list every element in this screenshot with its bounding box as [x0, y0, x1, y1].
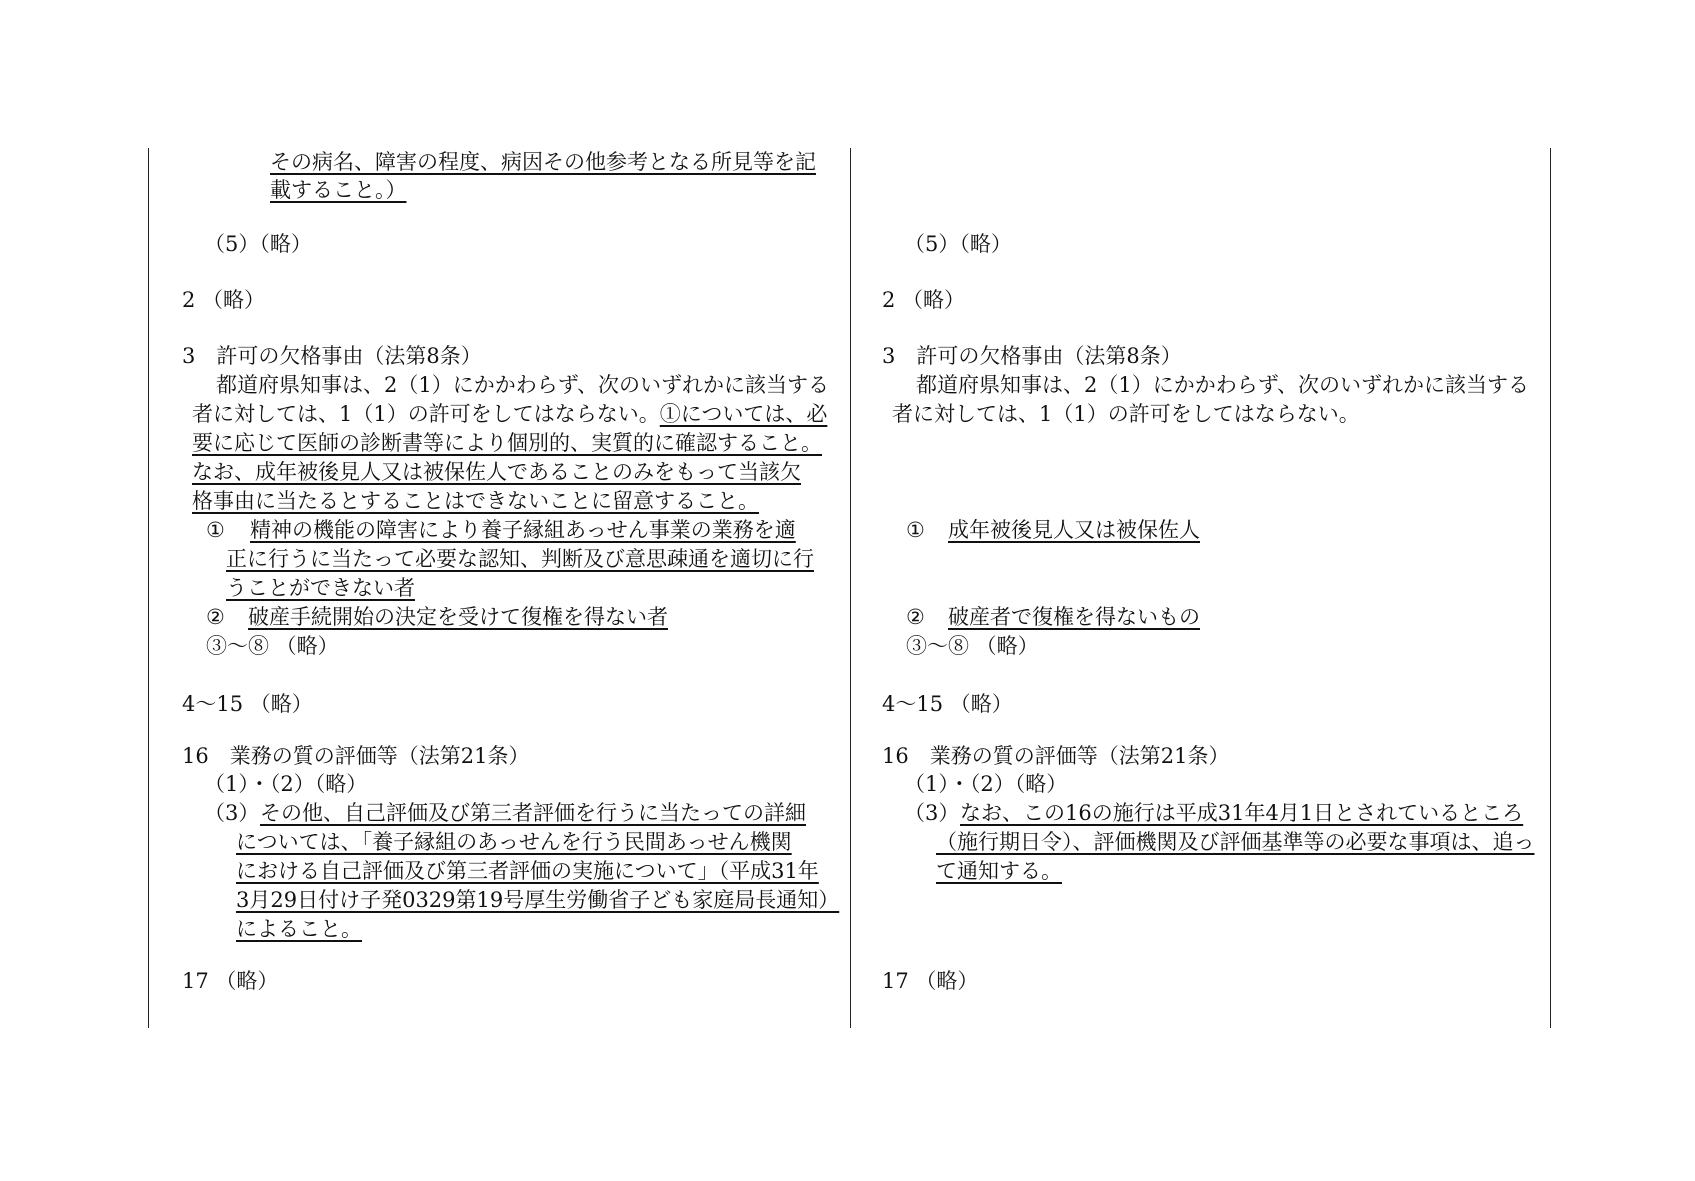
section-3-title: 3 許可の欠格事由（法第8条） [882, 344, 1182, 368]
item-1-line-3: うことができない者 [226, 576, 415, 600]
section-16-item-3-line-4: 3月29日付け子発0329第19号厚生労働省子ども家庭局長通知） [236, 888, 840, 912]
section-16-item-3-line-2: （施行期日令）、評価機関及び評価基準等の必要な事項は、追っ [936, 830, 1535, 854]
section-3-underlined-text: ①については、必 [659, 402, 828, 426]
item-1-line-1: 精神の機能の障害により養子縁組あっせん事業の業務を適 [250, 518, 796, 542]
continuation-line-1: その病名、障害の程度、病因その他参考となる所見等を記 [270, 150, 816, 174]
section-16-item-3-line-1: その他、自己評価及び第三者評価を行うに当たっての詳細 [260, 801, 806, 825]
item-1-number: ① [906, 518, 925, 542]
center-divider-line [850, 148, 851, 1028]
item-1-number: ① [206, 518, 225, 542]
sections-4-15: 4～15 （略） [182, 692, 313, 716]
item-5: （5）（略） [204, 232, 312, 256]
section-16-item-3-line-3: における自己評価及び第三者評価の実施について」（平成31年 [236, 859, 819, 883]
section-16-title: 16 業務の質の評価等（法第21条） [182, 744, 530, 768]
item-1-line-2: 正に行うに当たって必要な認知、判断及び意思疎通を適切に行 [226, 547, 814, 571]
item-2-text: 破産者で復権を得ないもの [948, 605, 1200, 629]
section-3-para-line-3: 要に応じて医師の診断書等により個別的、実質的に確認すること。 [192, 431, 822, 455]
sections-4-15: 4～15 （略） [882, 692, 1013, 716]
item-1-text: 成年被後見人又は被保佐人 [948, 518, 1200, 542]
section-3-para-line-2: 者に対しては、1（1）の許可をしてはならない。 [892, 402, 1360, 426]
item-2-text: 破産手続開始の決定を受けて復権を得ない者 [248, 605, 668, 629]
section-16-item-3-line-2: については、「養子縁組のあっせんを行う民間あっせん機関 [236, 830, 792, 854]
section-17: 17 （略） [182, 969, 279, 993]
items-3-8: ③～⑧ （略） [906, 634, 1039, 658]
section-3-para-line-1: 都道府県知事は、2（1）にかかわらず、次のいずれかに該当する [216, 373, 830, 397]
section-3-plain-text: 者に対しては、1（1）の許可をしてはならない。 [192, 402, 660, 426]
section-16-title: 16 業務の質の評価等（法第21条） [882, 744, 1230, 768]
item-2-number: ② [206, 605, 225, 629]
section-2: 2 （略） [882, 288, 966, 312]
section-16-item-3-line-5: によること。 [236, 917, 362, 941]
section-16-items-1-2: （1）・（2）（略） [204, 772, 368, 796]
items-3-8: ③～⑧ （略） [206, 634, 339, 658]
section-16-item-3-line-3: て通知する。 [936, 859, 1062, 883]
section-16-item-3-number: （3） [904, 801, 960, 825]
item-2-number: ② [906, 605, 925, 629]
section-16-items-1-2: （1）・（2）（略） [904, 772, 1068, 796]
section-3-para-line-5: 格事由に当たるとすることはできないことに留意すること。 [192, 489, 759, 513]
right-border-line [1550, 148, 1551, 1028]
continuation-line-2: 載すること。） [270, 178, 407, 202]
section-3-para-line-4: なお、成年被後見人又は被保佐人であることのみをもって当該欠 [192, 460, 801, 484]
section-16-item-3-line-1: なお、この16の施行は平成31年4月1日とされているところ [960, 801, 1524, 825]
section-3-title: 3 許可の欠格事由（法第8条） [182, 344, 482, 368]
section-17: 17 （略） [882, 969, 979, 993]
item-5: （5）（略） [904, 232, 1012, 256]
section-16-item-3-number: （3） [204, 801, 260, 825]
section-2: 2 （略） [182, 288, 266, 312]
section-3-para-line-1: 都道府県知事は、2（1）にかかわらず、次のいずれかに該当する [916, 373, 1530, 397]
